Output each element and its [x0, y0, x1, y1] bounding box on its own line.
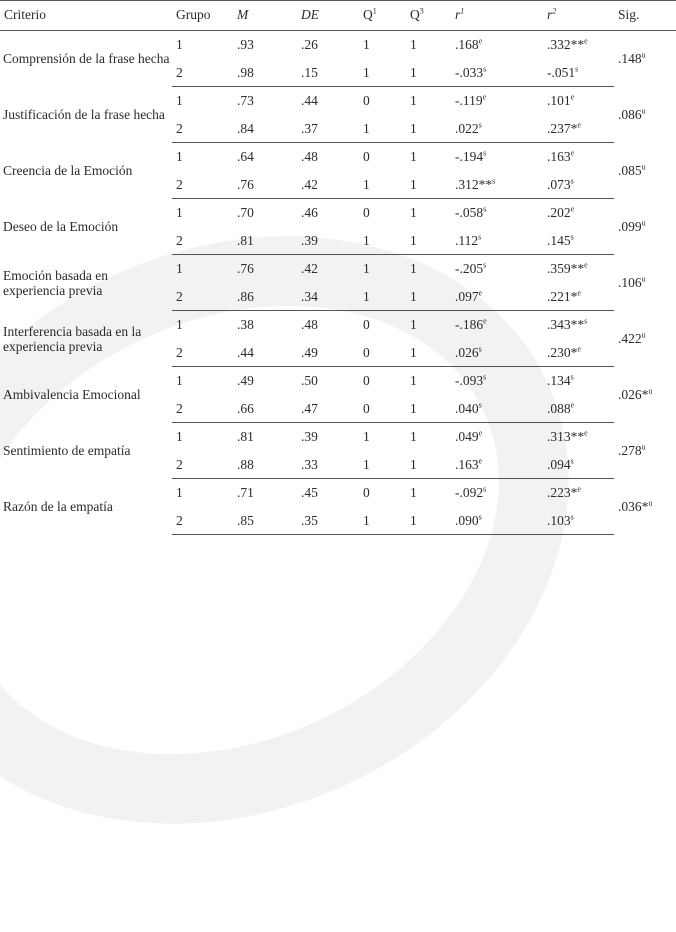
r1-cell: .049e	[455, 428, 483, 445]
sig-cell: .086$^u$	[618, 106, 646, 122]
m-cell: .76	[233, 171, 297, 199]
r2-cell: .332**$^e$	[547, 36, 588, 53]
table-row	[0, 199, 676, 227]
m-cell: .76	[237, 261, 254, 277]
grupo-cell: 1	[176, 429, 183, 445]
table-row	[0, 311, 676, 339]
q3-cell: 1	[410, 485, 417, 501]
r2-cell: .221*$^e$	[543, 283, 614, 311]
q3-cell: 1	[406, 283, 451, 311]
r1-cell: .112$^s$	[451, 227, 543, 255]
m-cell: .44	[233, 339, 297, 367]
q1-cell: 0	[363, 485, 370, 501]
criterio-cell: Interferencia basada en la experiencia previa	[3, 323, 142, 354]
grupo-cell: 2	[172, 507, 233, 535]
q1-cell: 1	[363, 429, 370, 445]
header-de: DE	[297, 1, 359, 31]
m-cell: .98	[233, 59, 297, 87]
grupo-cell: 1	[176, 317, 183, 333]
de-cell: .44	[301, 93, 318, 109]
table-row	[0, 367, 676, 395]
q1-cell: 0	[363, 205, 370, 221]
sig-cell: .099$^u$	[618, 218, 646, 234]
m-cell: .81	[237, 429, 254, 445]
r1-cell: .026$^s$	[451, 339, 543, 367]
q1-cell: 0	[363, 93, 370, 109]
r2-cell: .094$^s$	[543, 451, 614, 479]
r2-cell: -.051$^s$	[543, 59, 614, 87]
de-cell: .45	[301, 485, 318, 501]
q1-cell: 0	[359, 395, 406, 423]
r2-cell: .101e	[547, 92, 575, 109]
r2-cell: .223*$^e$	[547, 484, 581, 501]
de-cell: .49	[297, 339, 359, 367]
q3-cell: 1	[406, 507, 451, 535]
q3-cell: 1	[410, 261, 417, 277]
r2-cell: .359**$^e$	[547, 260, 588, 277]
r1-cell: .022$^s$	[451, 115, 543, 143]
q1-cell: 1	[359, 227, 406, 255]
q3-cell: 1	[406, 227, 451, 255]
de-cell: .26	[301, 37, 318, 53]
q1-cell: 1	[359, 59, 406, 87]
r2-cell: .103$^s$	[543, 507, 614, 535]
r1-cell: -.194$^s$	[455, 148, 487, 165]
sig-cell: .085$^u$	[618, 162, 646, 178]
q1-cell: 0	[363, 149, 370, 165]
r1-cell: -.119e	[455, 92, 487, 109]
m-cell: .71	[237, 485, 254, 501]
r1-cell: .090$^s$	[451, 507, 543, 535]
r1-cell: .168e	[455, 36, 483, 53]
m-cell: .70	[237, 205, 254, 221]
de-cell: .46	[301, 205, 318, 221]
r2-cell: .145$^s$	[543, 227, 614, 255]
m-cell: .81	[233, 227, 297, 255]
q3-cell: 1	[406, 339, 451, 367]
table-row	[0, 479, 676, 507]
de-cell: .48	[301, 149, 318, 165]
m-cell: .64	[237, 149, 254, 165]
de-cell: .50	[301, 373, 318, 389]
r1-cell: -.033$^s$	[451, 59, 543, 87]
sig-cell: .106$^u$	[618, 274, 646, 290]
r2-cell: .313**$^e$	[547, 428, 588, 445]
header-r1: $r^1$	[451, 1, 543, 31]
m-cell: .88	[233, 451, 297, 479]
q1-cell: 0	[363, 317, 370, 333]
criterio-cell: Emoción basada en experiencia previa	[3, 267, 108, 298]
de-cell: .34	[297, 283, 359, 311]
de-cell: .47	[297, 395, 359, 423]
table-row	[0, 423, 676, 451]
grupo-cell: 2	[172, 451, 233, 479]
r2-cell: .237*$^e$	[543, 115, 614, 143]
r1-cell: -.205$^s$	[455, 260, 487, 277]
grupo-cell: 1	[176, 485, 183, 501]
r2-cell: .088e	[543, 395, 614, 423]
r1-cell: .312**$^s$	[451, 171, 543, 199]
r2-cell: .073$^s$	[543, 171, 614, 199]
r2-cell: .202e	[547, 204, 575, 221]
r1-cell: -.058$^s$	[455, 204, 487, 221]
q1-cell: 1	[363, 37, 370, 53]
de-cell: .39	[297, 227, 359, 255]
m-cell: .66	[233, 395, 297, 423]
grupo-cell: 2	[172, 339, 233, 367]
criterio-cell: Razón de la empatía	[3, 499, 113, 514]
grupo-cell: 1	[176, 93, 183, 109]
q3-cell: 1	[406, 395, 451, 423]
r1-cell: .040$^s$	[451, 395, 543, 423]
q3-cell: 1	[410, 37, 417, 53]
grupo-cell: 1	[176, 373, 183, 389]
criterio-cell: Deseo de la Emoción	[3, 219, 119, 234]
r1-cell: .163e	[451, 451, 543, 479]
q1-cell: 1	[359, 171, 406, 199]
header-r2: $r^2$	[543, 1, 614, 31]
q1-cell: 1	[359, 451, 406, 479]
m-cell: .84	[233, 115, 297, 143]
sig-cell: .036*$^u$	[618, 498, 653, 514]
sig-cell: .148$^u$	[618, 50, 646, 67]
de-cell: .42	[301, 261, 318, 277]
table-body	[0, 31, 676, 535]
de-cell: .48	[301, 317, 318, 333]
r2-cell: .134$^s$	[547, 372, 574, 389]
q1-cell: 1	[359, 507, 406, 535]
q3-cell: 1	[410, 205, 417, 221]
grupo-cell: 2	[172, 283, 233, 311]
table-row	[0, 255, 676, 283]
table-row	[0, 143, 676, 171]
header-criterio: Criterio	[0, 1, 172, 31]
table-row	[0, 87, 676, 115]
q1-cell: 0	[359, 339, 406, 367]
sig-cell: .422$^u$	[618, 330, 646, 346]
table-row	[0, 31, 676, 59]
grupo-cell: 1	[176, 149, 183, 165]
q3-cell: 1	[406, 451, 451, 479]
header-q3: $Q^3$	[406, 1, 451, 31]
grupo-cell: 1	[176, 205, 183, 221]
q3-cell: 1	[410, 373, 417, 389]
grupo-cell: 2	[172, 395, 233, 423]
m-cell: .86	[233, 283, 297, 311]
q3-cell: 1	[410, 429, 417, 445]
header-q1: $Q^1$	[359, 1, 406, 31]
de-cell: .37	[297, 115, 359, 143]
grupo-cell: 1	[176, 261, 183, 277]
q1-cell: 0	[363, 373, 370, 389]
header-grupo: Grupo	[172, 1, 233, 31]
sig-cell: .278$^u$	[618, 442, 646, 458]
r1-cell: .097e	[451, 283, 543, 311]
r1-cell: -.092$^s$	[455, 484, 487, 501]
q1-cell: 1	[359, 115, 406, 143]
de-cell: .42	[297, 171, 359, 199]
r1-cell: -.093$^s$	[455, 372, 487, 389]
q1-cell: 1	[359, 283, 406, 311]
r1-cell: -.186e	[455, 316, 487, 333]
q3-cell: 1	[410, 317, 417, 333]
de-cell: .39	[301, 429, 318, 445]
m-cell: .93	[237, 37, 254, 53]
grupo-cell: 2	[172, 115, 233, 143]
criterio-cell: Comprensión de la frase hecha	[3, 51, 170, 67]
de-cell: .33	[297, 451, 359, 479]
m-cell: .38	[237, 317, 254, 333]
header-m: M	[233, 1, 297, 31]
q3-cell: 1	[406, 115, 451, 143]
de-cell: .15	[297, 59, 359, 87]
r2-cell: .163e	[547, 148, 575, 165]
grupo-cell: 2	[172, 171, 233, 199]
header-row	[0, 1, 676, 31]
r2-cell: .230*$^e$	[543, 339, 614, 367]
m-cell: .85	[233, 507, 297, 535]
m-cell: .73	[237, 93, 254, 109]
criterio-cell: Creencia de la Emoción	[3, 163, 133, 178]
criterio-cell: Ambivalencia Emocional	[3, 387, 141, 402]
grupo-cell: 1	[176, 37, 183, 53]
criterio-cell: Justificación de la frase hecha	[3, 107, 165, 122]
q3-cell: 1	[410, 149, 417, 165]
header-sig: Sig.	[614, 1, 676, 31]
m-cell: .49	[237, 373, 254, 389]
r2-cell: .343**$^s$	[547, 316, 588, 333]
grupo-cell: 2	[172, 227, 233, 255]
grupo-cell: 2	[172, 59, 233, 87]
q1-cell: 1	[363, 261, 370, 277]
q3-cell: 1	[406, 59, 451, 87]
q3-cell: 1	[406, 171, 451, 199]
q3-cell: 1	[410, 93, 417, 109]
sig-cell: .026*$^u$	[618, 386, 653, 402]
criterio-cell: Sentimiento de empatía	[3, 443, 131, 458]
de-cell: .35	[297, 507, 359, 535]
